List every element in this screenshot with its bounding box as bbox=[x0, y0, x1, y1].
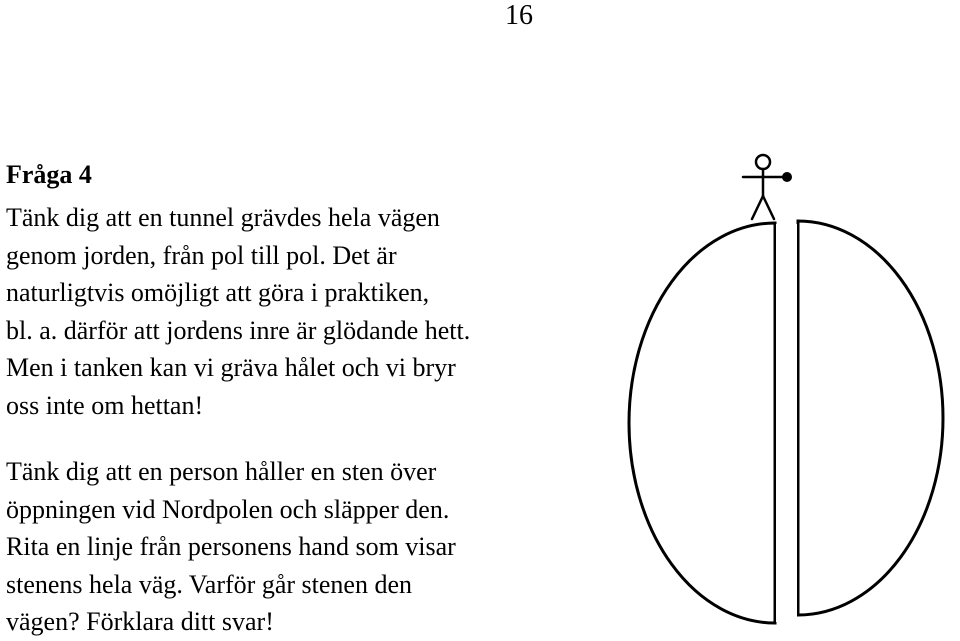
text-line: vägen? Förklara ditt svar! bbox=[6, 607, 274, 636]
person-figure bbox=[743, 155, 784, 219]
earth-right-half bbox=[798, 221, 943, 615]
text-line: genom jorden, från pol till pol. Det är bbox=[6, 240, 397, 270]
text-line: naturligtvis omöjligt att göra i praktiken, bbox=[6, 278, 430, 307]
text-line: Men i tanken kan vi gräva hålet och vi bryr bbox=[6, 353, 456, 382]
text-line: bl. a. därför att jordens inre är glödande hett. bbox=[6, 315, 471, 345]
person-left-leg bbox=[752, 196, 763, 219]
person-right-leg bbox=[763, 196, 774, 219]
text-line: Tänk dig att en tunnel grävdes hela vägen bbox=[6, 203, 440, 232]
question-title: Fråga 4 bbox=[6, 160, 92, 189]
text-line: Tänk dig att en person håller en sten över bbox=[6, 457, 437, 486]
text-line: oss inte om hettan! bbox=[6, 390, 204, 420]
text-line: stenens hela väg. Varför går stenen den bbox=[6, 569, 412, 599]
tunnel bbox=[776, 224, 797, 622]
person-head bbox=[756, 155, 770, 169]
earth-left-half bbox=[629, 223, 775, 623]
text-line: öppningen vid Nordpolen och släpper den. bbox=[6, 494, 450, 524]
text-line: Rita en linje från personens hand som visar bbox=[6, 532, 456, 561]
page-number: 16 bbox=[505, 0, 533, 31]
stone bbox=[782, 172, 792, 182]
